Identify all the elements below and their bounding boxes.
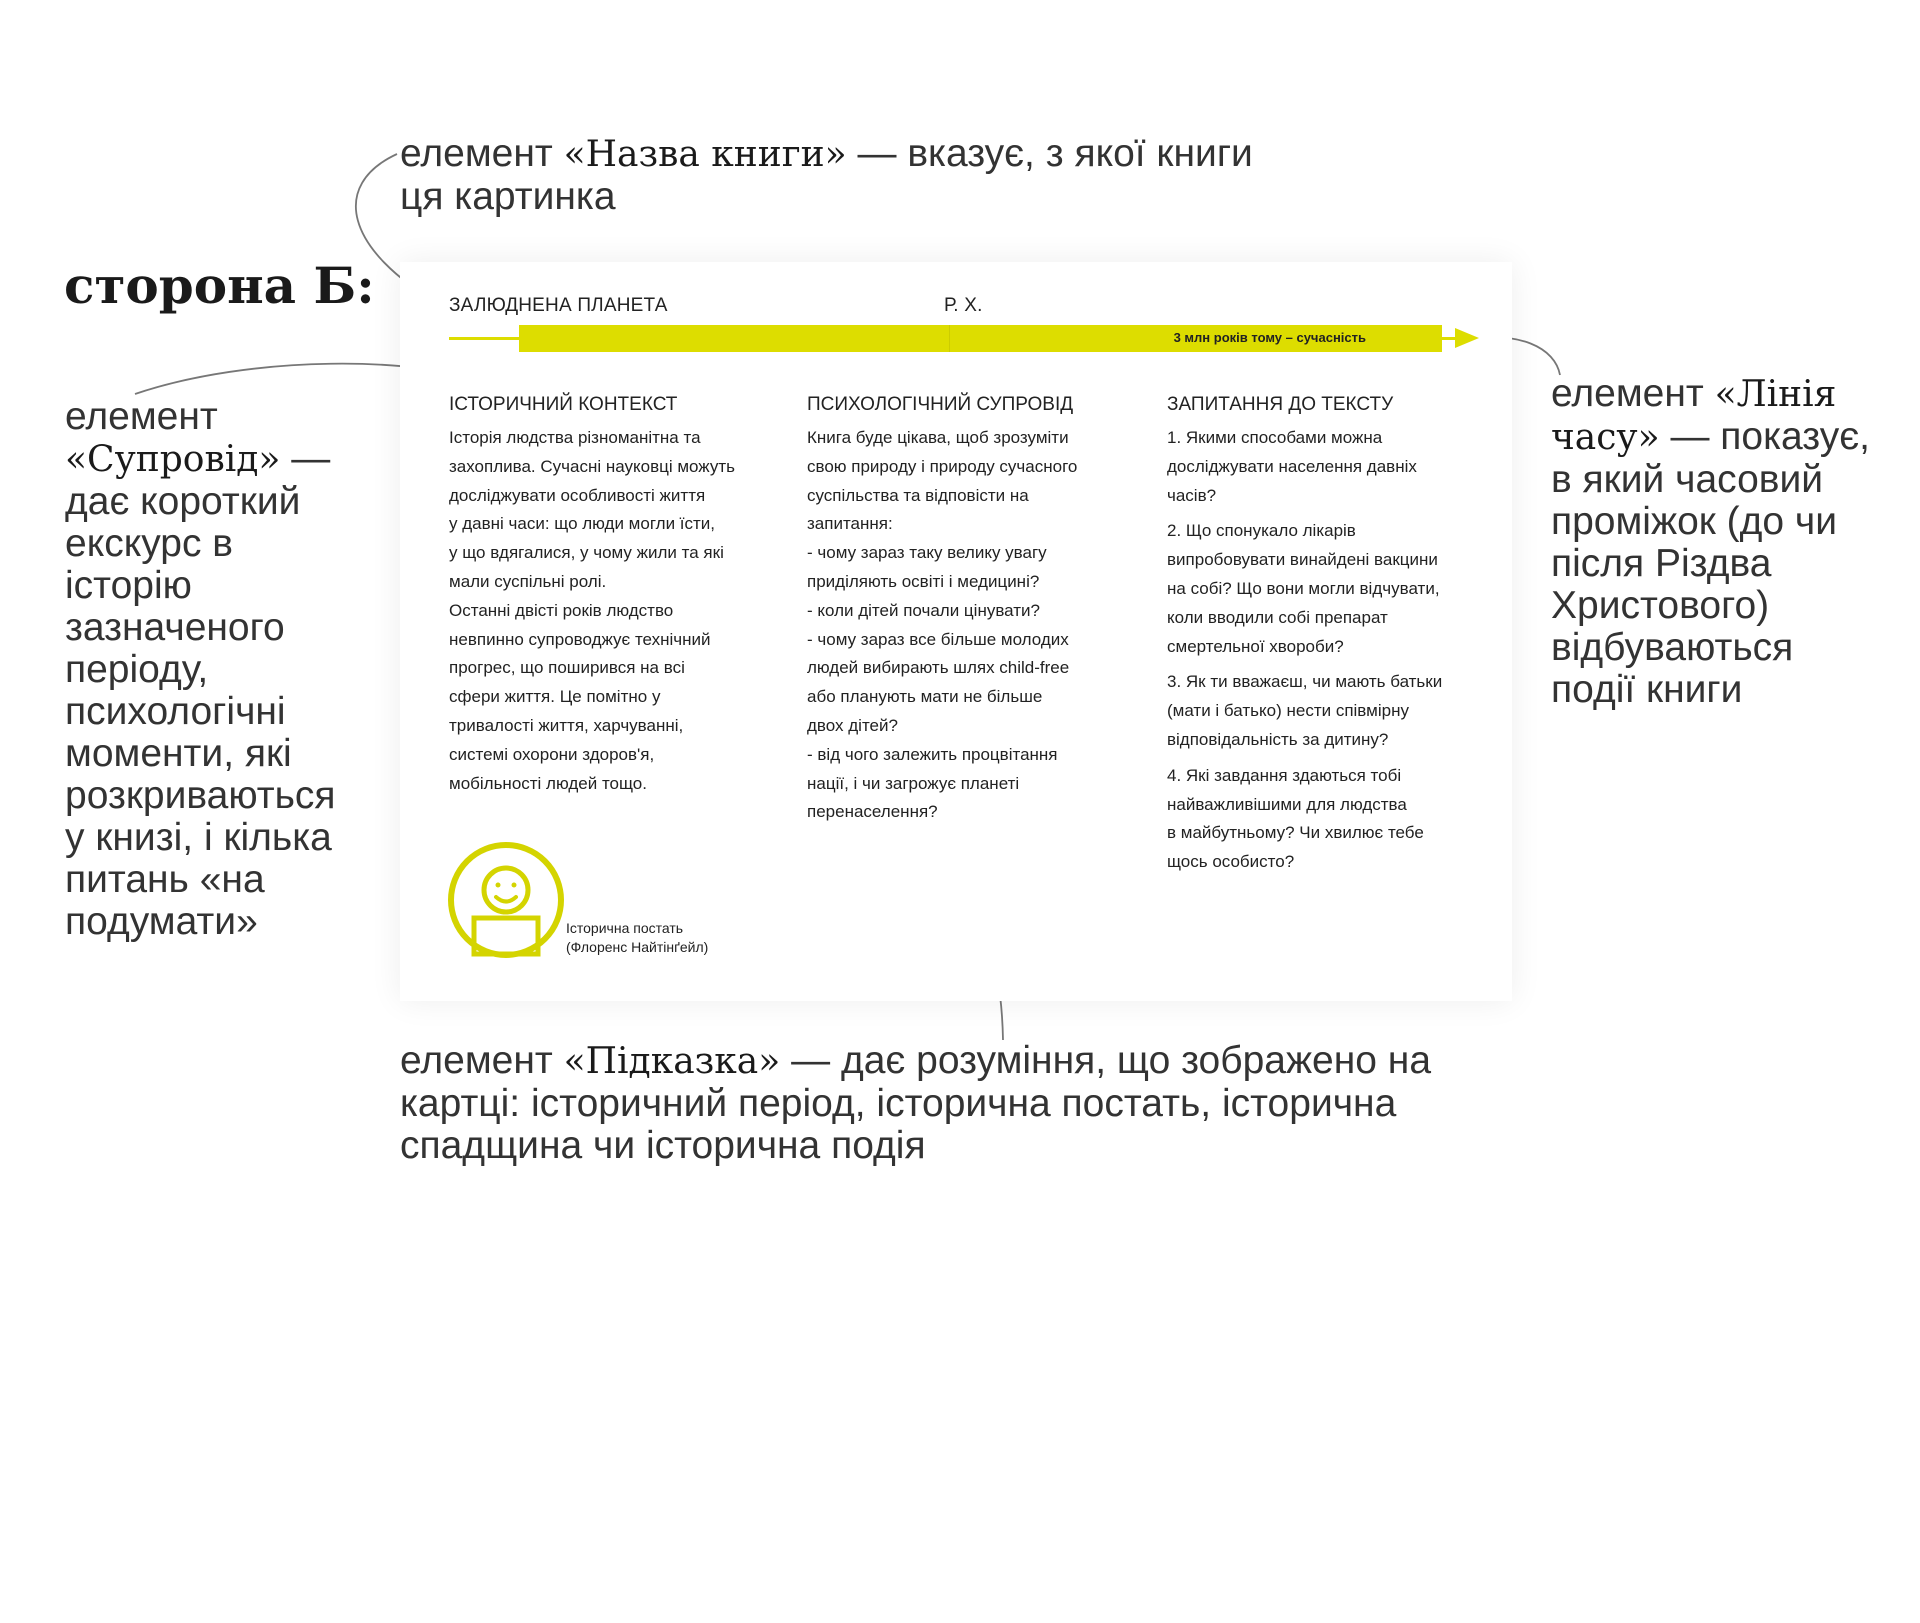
annotation-element-name: «Назва книги» (563, 134, 847, 175)
annotation-prefix: елемент (400, 1039, 564, 1082)
book-title: ЗАЛЮДНЕНА ПЛАНЕТА (449, 295, 668, 316)
card-side-b (400, 262, 1512, 1001)
timeline-label: 3 млн років тому – сучасність (1173, 330, 1366, 345)
annotation-element-name: «Супровід» (65, 439, 281, 480)
question-item: 1. Якими способами можна досліджувати населення давніх часів? (1167, 428, 1417, 505)
question-item: 4. Які завдання здаються тобі найважливішими для людства в майбутньому? Чи хвилює тебе щось особисто? (1167, 765, 1424, 872)
annotation-text: — дає розуміння, що зображено на картці: історичний період, історична постать, історична спадщина чи історична подія (400, 1039, 1432, 1167)
column-heading: ІСТОРИЧНИЙ КОНТЕКСТ (449, 394, 678, 415)
annotation-prefix: елемент (400, 132, 564, 175)
annotation-prefix: елемент (1551, 372, 1715, 415)
column-body: Книга буде цікава, щоб зрозуміти свою природу і природу сучасного суспільства та відповісти на запитання: - чому зараз таку велику увагу приділяють освіті і медицині? - коли дітей почали цінувати? - чому зараз все більше молодих людей вибирають шлях child-free або планують мати не більше двох дітей? - від чого залежить процвітання нації, і чи загрожує планеті перенаселення? (807, 428, 1078, 822)
annotation-timeline (1551, 373, 1871, 711)
column-questions (1167, 394, 1497, 877)
era-marker: Р. Х. (944, 295, 983, 316)
column-psychological-support (807, 394, 1127, 827)
question-item: 3. Як ти вважаєш, чи мають батьки (мати і батько) нести співмірну відповідальність за дитину? (1167, 672, 1443, 749)
side-title: сторона Б: (64, 256, 375, 315)
annotation-prefix: елемент (65, 395, 218, 438)
question-item: 2. Що спонукало лікарів випробовувати винайдені вакцини на собі? Що вони могли відчувати, коли вводили собі препарат смертельної хвороби? (1167, 521, 1440, 656)
timeline-arrow-icon (1455, 328, 1479, 348)
timeline-bar (519, 325, 1442, 352)
annotation-text: — дає короткий екскурс в історію зазначеного періоду, психологічні моменти, які розкриваються у книзі, і кілька питань «на подумати» (65, 437, 336, 943)
annotation-text: — показує, в який часовий проміжок (до чи після Різдва Христового) відбуваються події книги (1551, 415, 1870, 711)
column-heading: ПСИХОЛОГІЧНИЙ СУПРОВІД (807, 394, 1074, 415)
era-tick (949, 325, 950, 352)
hint-caption-line: Історична постать (566, 920, 684, 936)
column-heading: ЗАПИТАННЯ ДО ТЕКСТУ (1167, 394, 1394, 415)
annotation-hint (400, 1040, 1500, 1167)
column-body: Історія людства різноманітна та захоплива. Сучасні науковці можуть досліджувати особливості життя у давні часи: що люди могли їсти, у що вдягалися, у чому жили та які мали суспільні ролі. Останні двісті років людство невпинно супроводжує технічний прогрес, що поширився на всі сфери життя. Це помітно у тривалості життя, харчуванні, системі охорони здоров'я, мобільності людей тощо. (449, 428, 736, 793)
annotation-book-title (400, 133, 1300, 218)
annotation-element-name: «Підказка» (563, 1041, 781, 1082)
annotation-element-name: «Лінія часу» (1551, 374, 1837, 458)
hint-caption-line: (Флоренс Найтінґейл) (566, 939, 709, 955)
historical-figure-icon (446, 840, 566, 960)
column-historical-context (449, 394, 769, 798)
annotation-accompaniment (65, 396, 365, 943)
annotation-text: — вказує, з якої книги ця картинка (400, 132, 1253, 218)
hint-caption (566, 919, 708, 957)
